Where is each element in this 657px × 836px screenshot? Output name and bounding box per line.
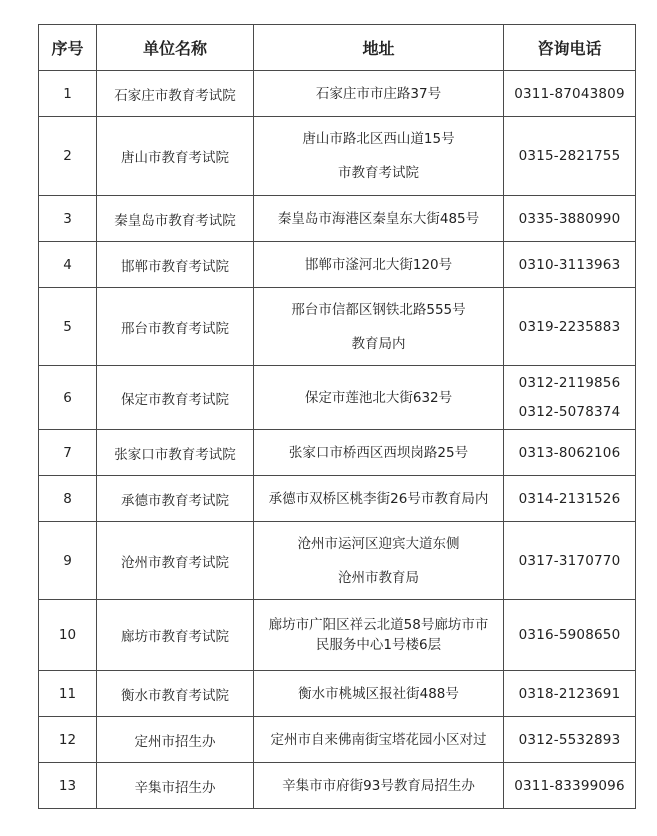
row-index: 9: [39, 522, 97, 600]
row-index: 5: [39, 288, 97, 366]
row-index: 13: [39, 763, 97, 809]
row-unit-name: 定州市招生办: [97, 717, 254, 763]
address-line: 承德市双桥区桃李街26号市教育局内: [268, 490, 489, 507]
table-row: [39, 600, 636, 671]
phone-number: 0310-3113963: [518, 256, 621, 273]
phone-number: 0318-2123691: [518, 685, 621, 702]
row-phone: [504, 763, 636, 809]
row-address: [254, 600, 504, 671]
row-address: [254, 366, 504, 430]
table-row: [39, 196, 636, 242]
row-unit-name: 保定市教育考试院: [97, 366, 254, 430]
row-index: 8: [39, 476, 97, 522]
address-line: 定州市自来佛南街宝塔花园小区对过: [270, 731, 487, 748]
table-row: [39, 366, 636, 430]
row-phone: [504, 242, 636, 288]
row-index: 12: [39, 717, 97, 763]
header-unit-name: 单位名称: [97, 25, 254, 71]
row-phone: [504, 196, 636, 242]
row-unit-name: 邯郸市教育考试院: [97, 242, 254, 288]
table-row: [39, 242, 636, 288]
address-line: 廊坊市广阳区祥云北道58号廊坊市市: [268, 617, 489, 633]
header-address: 地址: [254, 25, 504, 71]
row-unit-name: 沧州市教育考试院: [97, 522, 254, 600]
row-address: [254, 522, 504, 600]
row-index: 3: [39, 196, 97, 242]
row-unit-name: 张家口市教育考试院: [97, 430, 254, 476]
phone-number: 0312-5532893: [518, 731, 621, 748]
row-phone: [504, 600, 636, 671]
row-address: [254, 430, 504, 476]
row-index: 6: [39, 366, 97, 430]
table-row: [39, 763, 636, 809]
row-phone: [504, 288, 636, 366]
row-unit-name: 石家庄市教育考试院: [97, 71, 254, 117]
address-line: 市教育考试院: [338, 165, 419, 181]
address-line: 衡水市桃城区报社街488号: [298, 685, 459, 702]
address-line: 张家口市桥西区西坝岗路25号: [288, 444, 469, 461]
address-line: 辛集市市府街93号教育局招生办: [282, 777, 475, 794]
address-line: 保定市莲池北大街632号: [304, 389, 453, 406]
row-phone: [504, 671, 636, 717]
header-phone: 咨询电话: [504, 25, 636, 71]
phone-number: 0311-87043809: [514, 85, 625, 102]
row-address: [254, 71, 504, 117]
table-row: [39, 430, 636, 476]
address-line: 沧州市运河区迎宾大道东侧: [297, 535, 460, 552]
table-header-row: [39, 25, 636, 71]
row-index: 4: [39, 242, 97, 288]
row-phone: [504, 430, 636, 476]
row-address: [254, 117, 504, 196]
row-unit-name: 衡水市教育考试院: [97, 671, 254, 717]
row-unit-name: 辛集市招生办: [97, 763, 254, 809]
row-phone: [504, 71, 636, 117]
address-line: 沧州市教育局: [338, 569, 419, 586]
table-row: [39, 476, 636, 522]
address-line: 唐山市路北区西山道15号: [302, 131, 455, 147]
row-address: [254, 288, 504, 366]
row-index: 10: [39, 600, 97, 671]
phone-number: 0319-2235883: [518, 318, 621, 335]
row-address: [254, 671, 504, 717]
table-row: [39, 288, 636, 366]
address-line: 石家庄市市庄路37号: [315, 85, 442, 102]
table-row: [39, 117, 636, 196]
address-line: 民服务中心1号楼6层: [315, 637, 442, 653]
header-index: 序号: [39, 25, 97, 71]
row-address: [254, 763, 504, 809]
row-index: 2: [39, 117, 97, 196]
row-phone: [504, 717, 636, 763]
row-unit-name: 秦皇岛市教育考试院: [97, 196, 254, 242]
row-phone: [504, 522, 636, 600]
row-phone: [504, 366, 636, 430]
address-line: 秦皇岛市海港区秦皇东大街485号: [277, 210, 480, 227]
phone-number: 0335-3880990: [518, 210, 621, 227]
row-address: [254, 476, 504, 522]
row-unit-name: 廊坊市教育考试院: [97, 600, 254, 671]
table-row: [39, 71, 636, 117]
phone-number: 0317-3170770: [518, 552, 621, 569]
exam-office-table: [38, 24, 636, 809]
phone-number: 0315-2821755: [518, 148, 621, 164]
row-address: [254, 196, 504, 242]
row-index: 11: [39, 671, 97, 717]
table-row: [39, 671, 636, 717]
phone-number: 0316-5908650: [518, 627, 621, 643]
row-unit-name: 唐山市教育考试院: [97, 117, 254, 196]
row-phone: [504, 476, 636, 522]
row-index: 7: [39, 430, 97, 476]
row-address: [254, 717, 504, 763]
table-row: [39, 717, 636, 763]
phone-number: 0311-83399096: [514, 777, 625, 794]
address-line: 邢台市信都区钢铁北路555号: [291, 301, 466, 318]
address-line: 邯郸市滏河北大街120号: [304, 256, 453, 273]
phone-number: 0313-8062106: [518, 444, 621, 461]
address-line: 教育局内: [351, 335, 406, 352]
row-phone: [504, 117, 636, 196]
row-unit-name: 邢台市教育考试院: [97, 288, 254, 366]
row-address: [254, 242, 504, 288]
phone-number: 0314-2131526: [518, 490, 621, 507]
row-index: 1: [39, 71, 97, 117]
phone-number: 0312-2119856: [518, 375, 621, 391]
table-row: [39, 522, 636, 600]
row-unit-name: 承德市教育考试院: [97, 476, 254, 522]
phone-number: 0312-5078374: [518, 404, 621, 420]
